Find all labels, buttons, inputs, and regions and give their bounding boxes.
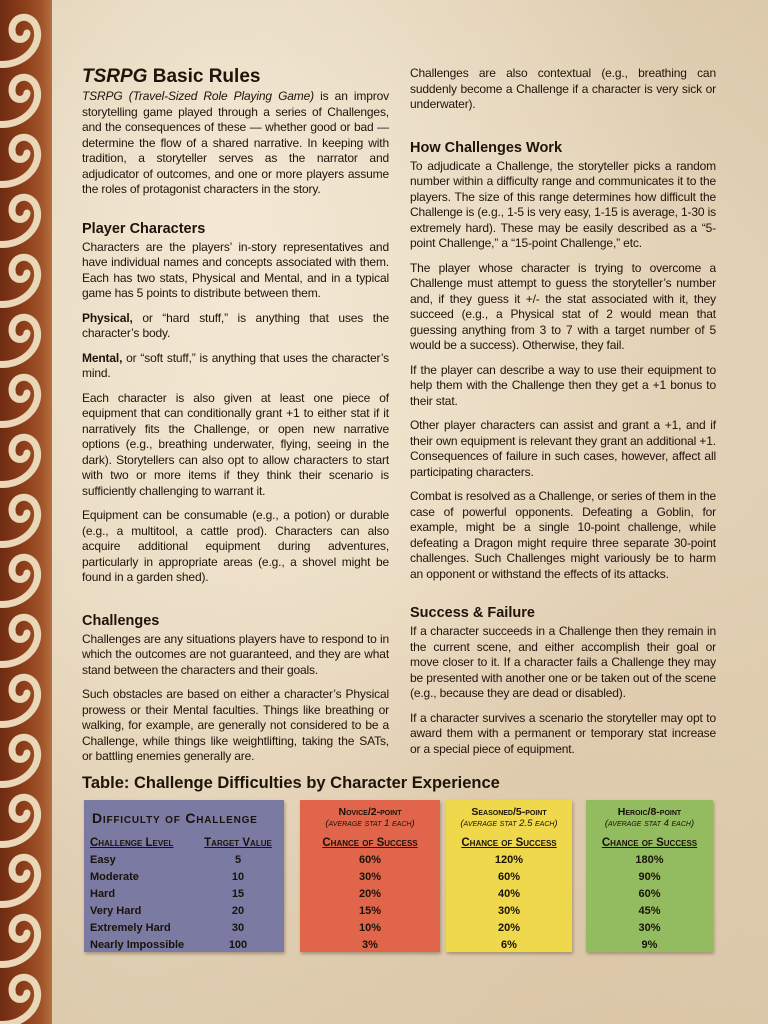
heroic-subtitle: (average stat 4 each) [604,818,695,829]
chance-of-success-cell: 120% [494,854,524,866]
challenges-section [82,612,389,765]
seasoned-title: Seasoned/5-point [471,806,547,818]
paragraph: To adjudicate a Challenge, the storyteller picks a random number within a difficulty range and communicates it to the players. The size of this range determines how difficult the Challenge is (e.g., 1-5 is very easy, 1-15 is average, 1-30 is extremely hard). These may be easily described as a “5-point Challenge,” a “15-point Challenge,” etc. [410,158,716,250]
success-failure-section [410,604,716,757]
table-row [586,886,713,903]
chance-of-success-cell: 45% [638,905,661,917]
table-row [300,903,440,920]
novice-body [300,852,440,954]
paragraph: Mental, or “soft stuff,” is anything that uses the character’s mind. [82,350,389,380]
table-row [300,886,440,903]
table-row [446,886,572,903]
novice-title: Novice/2-point [338,806,402,818]
table-row [84,852,284,869]
table-row [586,903,713,920]
header-row [586,835,713,852]
col-header-chance: Chance of Success [601,837,698,849]
chance-of-success-cell: 40% [497,888,521,900]
seasoned-body [446,852,572,954]
chance-of-success-cell: 15% [358,905,382,917]
heroic-title: Heroic/8-point [617,806,682,818]
challenge-level-cell: Extremely Hard [90,922,171,934]
paragraph: Equipment can be consumable (e.g., a potion) or durable (e.g., a multitool, a cattle prod). Characters can also acquire additional equipment during adventures, particularly in appropriate areas (e.g., a shovel might be found in a garden shed). [82,508,389,584]
target-value-cell: 15 [231,888,245,900]
table-row [84,903,284,920]
difficulty-table-box [84,800,284,952]
paragraph: Challenges are also contextual (e.g., breathing can suddenly become a Challenge if a character is very sick or underwater). [410,66,716,111]
chance-of-success-cell: 30% [497,905,521,917]
paragraph: Physical, or “hard stuff,” is anything that uses the character’s body. [82,310,389,340]
header-row [84,835,284,852]
paragraph: Characters are the players’ in-story representatives and have individual names and concepts associated with them. Each has two stats, Physical and Mental, and in a typical game has 5 points to distribute between them. [82,239,389,300]
table-row [84,886,284,903]
seasoned-table-box [446,800,572,952]
chance-of-success-cell: 6% [501,939,517,951]
chance-of-success-cell: 9% [641,939,658,951]
seasoned-subtitle: (average stat 2.5 each) [460,818,558,829]
how-challenges-work-section [410,139,716,583]
table-title: Table: Challenge Difficulties by Character Experience [82,774,500,792]
col-header-chance: Chance of Success [461,837,557,849]
table-row [586,869,713,886]
target-value-cell: 20 [231,905,245,917]
col-header-target: Target Value [204,837,272,849]
section-heading: Challenges [82,612,160,629]
paragraph: Each character is also given at least one piece of equipment that can conditionally grant +1 to either stat if it narratively fits the Challenge, or open new narrative options (e.g., breathing underwater, flying, seeing in the dark). Storytellers can also opt to allow characters to start with two or more items if they think their scenario is sufficiently challenging to warrant it. [82,390,389,498]
target-value-cell: 5 [234,854,242,866]
difficulty-rows [84,835,284,954]
table-row [300,920,440,937]
paragraph: If a character succeeds in a Challenge then they remain in the current scene, and either accomplish their goal or move closer to it. If a character fails a Challenge they may be presented with another one or be taken out of the scene (e.g., because they are dead or disabled). [410,624,716,700]
chance-of-success-cell: 20% [358,888,382,900]
difficulty-title: Difficulty of Challenge [92,810,258,826]
target-value-cell: 100 [228,939,248,951]
table-row [586,920,713,937]
paragraph: If a character survives a scenario the storyteller may opt to award them with a permanent or temporary stat increase or a special piece of equipment. [410,710,716,756]
table-row [446,920,572,937]
table-row [84,937,284,954]
target-value-cell: 30 [231,922,245,934]
section-heading: Success & Failure [410,605,535,621]
challenge-level-cell: Moderate [90,871,139,883]
table-row [300,869,440,886]
col-header-chance: Chance of Success [322,837,418,849]
table-row [446,852,572,869]
paragraph: If the player can describe a way to use their equipment to help them with the Challenge then they get a +1 bonus to their stat. [410,362,716,408]
challenge-level-cell: Very Hard [90,905,142,917]
challenge-level-cell: Hard [90,888,116,900]
table-row [446,869,572,886]
table-row [586,937,713,954]
chance-of-success-cell: 10% [358,922,382,934]
target-value-cell: 10 [231,871,245,883]
left-column [82,66,389,765]
difficulty-body [84,852,284,954]
paragraph: Such obstacles are based on either a character’s Physical prowess or their Mental faculties. Things like breathing or walking, for example, are generally not considered to be a Challenge, while things like weightlifting, taking the SATs, or battling enemies generally are. [82,687,389,763]
chance-of-success-cell: 3% [362,939,378,951]
header-row [446,835,572,852]
novice-rows [300,835,440,954]
chance-of-success-cell: 60% [497,871,521,883]
novice-table-box [300,800,440,952]
header-row [300,835,440,852]
table-row [586,852,713,869]
intro-paragraph: TSRPG (Travel-Sized Role Playing Game) is an improv storytelling game played through a series of Challenges, and the consequences of these — whether good or bad — determine the flow of a shared narrative. In keeping with tradition, a storyteller serves as the narrator and adjudicator of outcomes, and one or more players assume the roles of protagonist characters in the story. [82,89,389,196]
heroic-rows [586,835,713,954]
table-row [300,852,440,869]
heroic-table-box [586,800,713,952]
col-header-level: Challenge Level [90,837,174,849]
seasoned-rows [446,835,572,954]
section-heading: Player Characters [82,220,206,237]
player-characters-section [82,220,389,586]
challenge-level-cell: Easy [90,854,116,866]
table-row [446,903,572,920]
chance-of-success-cell: 180% [635,854,664,866]
paragraph: The player whose character is trying to overcome a Challenge must attempt to guess the storyteller’s number and, if they guess it +/- the stat associated with it, they succeed (e.g., a Physical stat of 2 would mean that guessing anything from 3 to 7 with a target number of 5 would be a success). Otherwise, they fail. [410,260,716,352]
chance-of-success-cell: 20% [497,922,521,934]
chance-of-success-cell: 30% [358,871,382,883]
page-title: TSRPG Basic Rules [82,66,261,87]
chance-of-success-cell: 30% [638,922,661,934]
chance-of-success-cell: 60% [638,888,661,900]
table-row [300,937,440,954]
paragraph: Combat is resolved as a Challenge, or series of them in the case of powerful opponents. Defeating a Goblin, for example, might be a single 10-point challenge, while defeating a Dragon might require three separate 30-point challenges. Such Challenges might variously be to harm an opponent or withstand the effects of its attacks. [410,489,716,581]
novice-subtitle: (average stat 1 each) [325,818,415,829]
section-heading: How Challenges Work [410,139,563,156]
paragraph: Other player characters can assist and grant a +1, and if their own equipment is relevant they grant an additional +1. Consequences of failure in such cases, however, affect all participating characters. [410,418,716,479]
table-row [84,869,284,886]
paragraph: Challenges are any situations players have to respond to in which the outcomes are not guaranteed, and they are what stand between the characters and their goals. [82,631,389,677]
heroic-body [586,852,713,954]
right-column [410,66,716,757]
chance-of-success-cell: 90% [638,871,661,883]
challenge-level-cell: Nearly Impossible [90,939,185,951]
table-row [446,937,572,954]
table-row [84,920,284,937]
chance-of-success-cell: 60% [358,854,382,866]
